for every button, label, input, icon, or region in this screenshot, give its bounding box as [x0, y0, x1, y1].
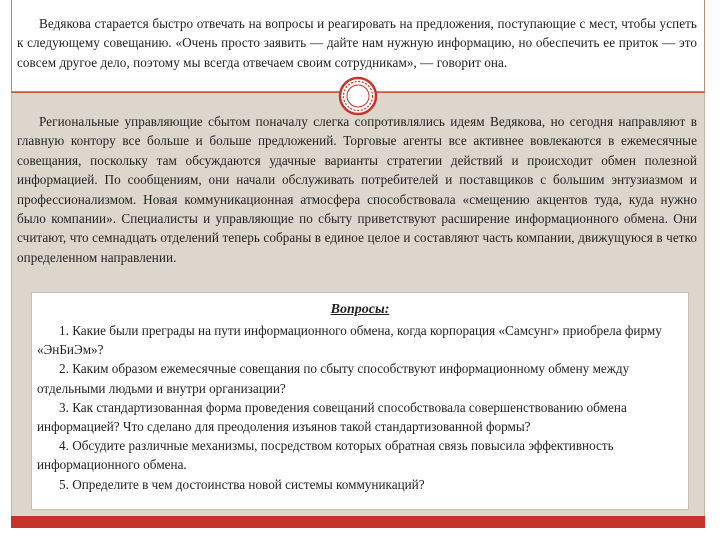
question-item: 3. Как стандартизованная форма проведения совещаний способствовала совершенствованию обмена информацией? Что сделано для преодоления изъянов такой стандартизованной формы?: [37, 399, 627, 435]
question-item: 2. Каким образом ежемесячные совещания по сбыту способствуют информационному обмену между отдельными людьми и внутри организации?: [37, 361, 630, 396]
questions-title: Вопросы:: [330, 302, 390, 317]
slide: [11, 0, 705, 528]
questions-list: [37, 321, 687, 494]
paragraph-2: Региональные управляющие сбытом поначалу слегка сопротивлялись идеям Ведякова, но сегодня направляют в главную контору все больше и больше предложений. Торговые агенты все активнее вовлекаются в ежемесячные совещания, поскольку там обсуждаются удачные варианты стратегии действий и происходит обмен полезной информацией. По сообщениям, они начали обслуживать потребителей и поставщиков с большим энтузиазмом и профессионализмом. Новая коммуникационная атмосфера способствовала «смещению акцентов туда, куда нужно было компании». Специалисты и управляющие по сбыту приветствуют расширение информационного обмена. Они считают, что семнадцать отделений теперь собраны в единое целое и составляют часть компании, движущуюся в четко определенном направлении.: [17, 114, 697, 265]
paragraph-1: Ведякова старается быстро отвечать на вопросы и реагировать на предложения, поступающие с мест, чтобы успеть к следующему совещанию. «Очень просто заявить — дайте нам нужную информацию, но обеспечить ее приток — это совсем другое дело, поэтому мы всегда отвечаем своим сотрудникам», — говорит она.: [17, 16, 697, 70]
question-item: 4. Обсудите различные механизмы, посредством которых обратная связь повысила эффективность информационного обмена.: [37, 438, 614, 473]
bottom-accent-bar: [11, 516, 705, 528]
circle-ornament-icon: [338, 76, 378, 116]
question-item: 5. Определите в чем достоинства новой системы коммуникаций?: [59, 476, 425, 492]
question-item: 1. Какие были преграды на пути информационного обмена, когда корпорация «Самсунг» приобрела фирму «ЭнБиЭм»?: [37, 323, 662, 358]
questions-box: [31, 292, 689, 510]
